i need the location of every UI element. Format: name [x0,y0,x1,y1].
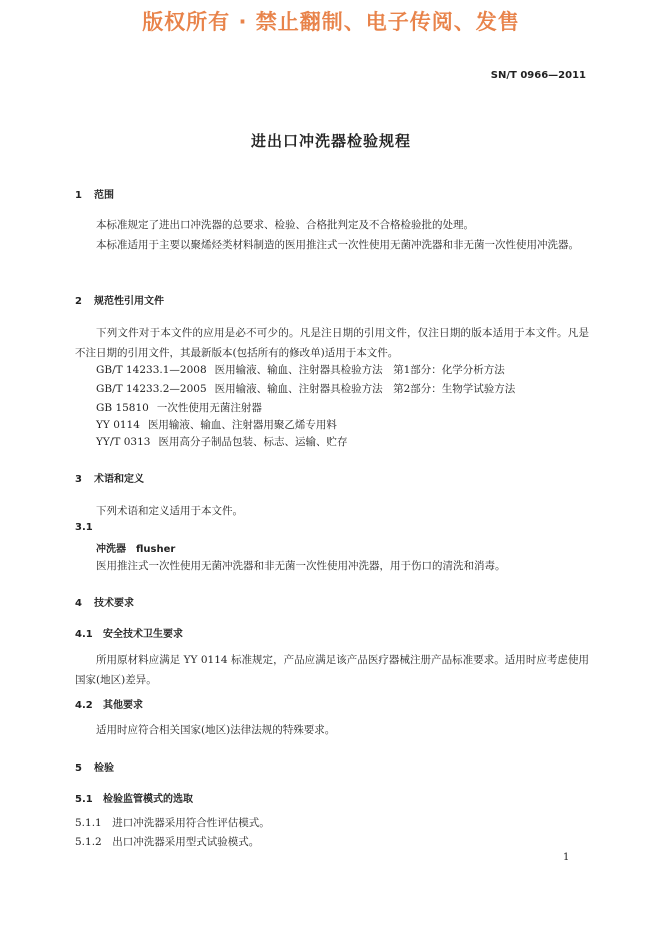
section-title: 其他要求 [103,700,143,711]
clause-number: 3.1 [75,522,93,533]
section-title: 检验监管模式的选取 [103,794,193,805]
reference-code: YY/T 0313 [96,436,151,448]
section-number: 4 [75,598,82,609]
reference-item [96,362,505,377]
standard-code: SN/T 0966—2011 [490,70,586,81]
term-heading: 冲洗器 flusher [96,544,176,555]
paragraph: 下列文件对于本文件的应用是必不可少的。凡是注日期的引用文件，仅注日期的版本适用于本文件。凡是不注日期的引用文件，其最新版本(包括所有的修改单)适用于本文件。 [75,327,589,359]
reference-code: GB 15810 [96,402,149,414]
reference-item [96,417,337,432]
section-title: 检验 [94,763,114,774]
reference-title: 一次性使用无菌注射器 [156,402,262,414]
reference-code: YY 0114 [96,419,140,431]
subsection-heading-4-1 [75,625,183,640]
section-number: 5.1 [75,794,93,805]
section-title: 范围 [94,190,114,201]
section-number: 4.1 [75,629,93,640]
document-title: 进出口冲洗器检验规程 [250,132,411,150]
section-heading-2 [75,292,164,307]
reference-item [96,400,262,415]
section-number: 5 [75,763,82,774]
subsection-heading-5-1 [75,790,193,805]
reference-title: 医用高分子制品包装、标志、运输、贮存 [158,436,348,448]
paragraph: 所用原材料应满足 YY 0114 标准规定，产品应满足该产品医疗器械注册产品标准要求。适用时应考虑使用国家(地区)差异。 [75,654,589,686]
section-heading-5 [75,759,114,774]
reference-title: 医用输液、输血、注射器具检验方法 第2部分：生物学试验方法 [214,383,516,395]
watermark-banner: 版权所有 · 禁止翻制、电子传阅、发售 [142,10,520,34]
paragraph: 本标准规定了进出口冲洗器的总要求、检验、合格批判定及不合格检验批的处理。 [96,219,474,231]
section-title: 术语和定义 [94,474,144,485]
section-number: 2 [75,296,82,307]
section-number: 1 [75,190,82,201]
section-title: 技术要求 [94,598,134,609]
term-definition: 医用推注式一次性使用无菌冲洗器和非无菌一次性使用冲洗器，用于伤口的清洗和消毒。 [96,560,506,572]
section-heading-1 [75,186,114,201]
reference-title: 医用输液、输血、注射器用聚乙烯专用料 [147,419,337,431]
section-number: 4.2 [75,700,93,711]
reference-code: GB/T 14233.2—2005 [96,383,207,395]
paragraph: 下列术语和定义适用于本文件。 [96,505,243,517]
clause-5-1-1: 5.1.1 进口冲洗器采用符合性评估模式。 [75,817,270,829]
reference-code: GB/T 14233.1—2008 [96,364,207,376]
paragraph: 适用时应符合相关国家(地区)法律法规的特殊要求。 [96,724,336,736]
subsection-heading-4-2 [75,696,143,711]
reference-item [96,381,515,396]
reference-item [96,434,347,449]
page-number: 1 [563,852,570,863]
section-title: 规范性引用文件 [94,296,164,307]
section-heading-4 [75,594,134,609]
section-heading-3 [75,470,144,485]
section-number: 3 [75,474,82,485]
clause-5-1-2: 5.1.2 出口冲洗器采用型式试验模式。 [75,836,260,848]
reference-title: 医用输液、输血、注射器具检验方法 第1部分：化学分析方法 [214,364,505,376]
section-title: 安全技术卫生要求 [103,629,183,640]
paragraph: 本标准适用于主要以聚烯烃类材料制造的医用推注式一次性使用无菌冲洗器和非无菌一次性使用冲洗器。 [96,239,579,251]
